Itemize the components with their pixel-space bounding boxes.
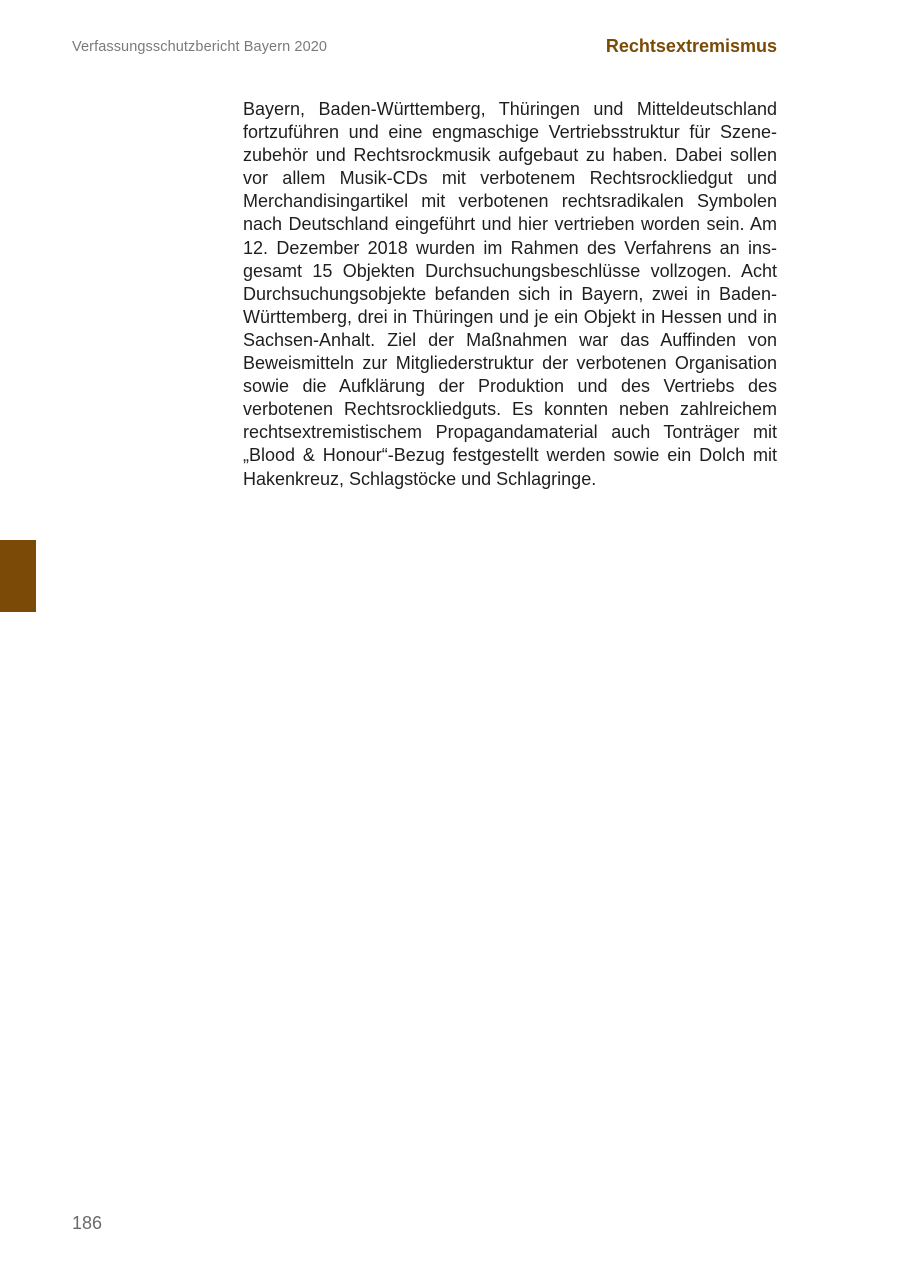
running-header-chapter: Rechtsextremismus [605,36,777,56]
body-paragraph: Bayern, Baden-Württemberg, Thüringen und Mitteldeutschland fortzuführen und eine engmaschige Vertriebsstruktur für Szenezubehör und Rechtsrockmusik aufgebaut zu haben. Dabei sollen vor allem Musik-CDs mit verbotenem Rechtsrockliedgut und Merchandisingartikel mit verbotenen rechtsradikalen Symbolen nach Deutschland eingeführt und hier vertrieben worden sein. Am 12. Dezember 2018 wurden im Rahmen des Verfahrens an insgesamt 15 Objekten Durchsuchungsbeschlüsse vollzogen. Acht Durchsuchungsobjekte befanden sich in Bayern, zwei in Baden-Württemberg, drei in Thüringen und je ein Objekt in Hessen und in Sachsen-Anhalt. Ziel der Maßnahmen war das Auffinden von Beweismitteln zur Mitgliederstruktur der verbotenen Organisation sowie die Aufklärung der Produktion und des Vertriebs des verbotenen Rechtsrockliedguts. Es konnten neben zahlreichem rechtsextremistischem Propagandamaterial auch Tonträger mit „Blood & Honour“-Bezug festgestellt werden sowie ein Dolch mit Hakenkreuz, Schlagstöcke und Schlagringe. [243,99,777,489]
page-number: 186 [72,1213,103,1233]
chapter-thumb-tab [0,540,36,612]
running-header-publication: Verfassungsschutzbericht Bayern 2020 [72,39,328,55]
